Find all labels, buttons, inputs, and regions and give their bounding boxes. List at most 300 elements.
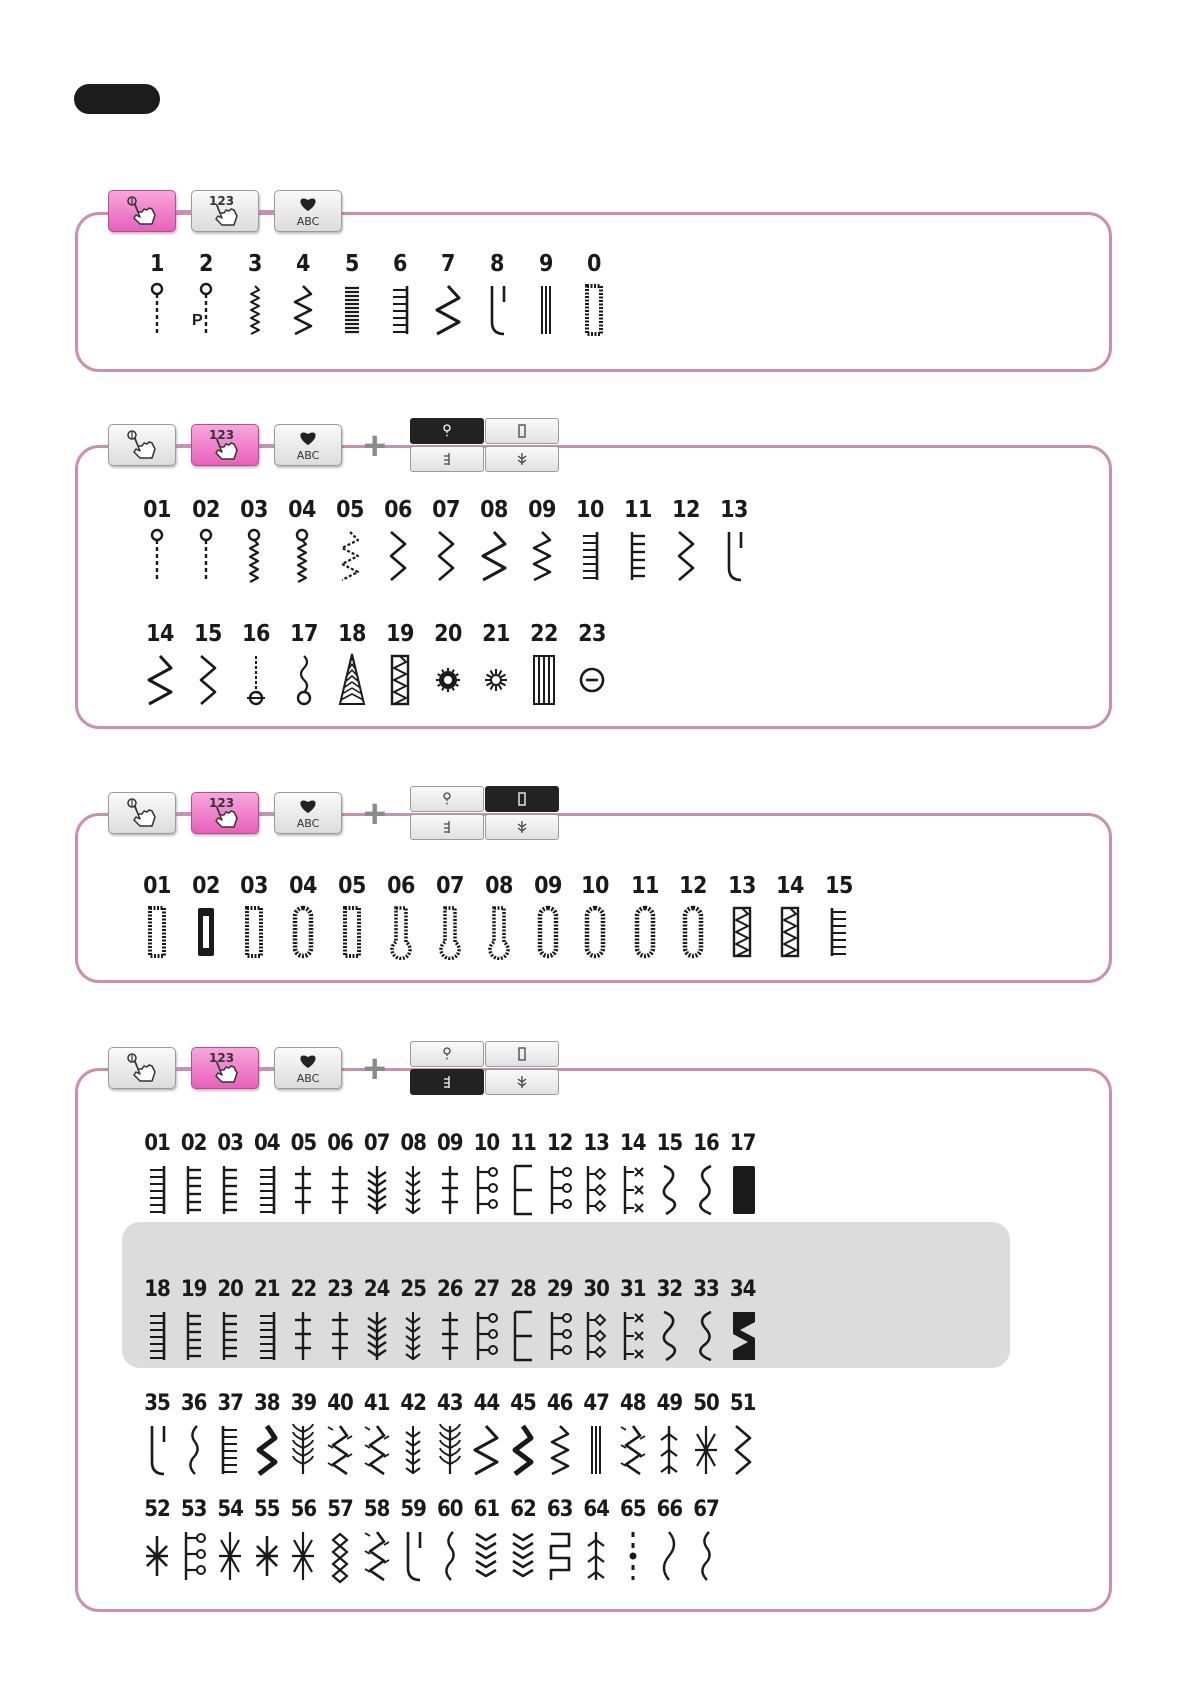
stitch-number: 26 bbox=[437, 1277, 463, 1302]
tab-letters-decorative[interactable] bbox=[274, 424, 342, 466]
stitch-p4r1-03[interactable] bbox=[212, 1130, 248, 1218]
stitch-pattern-icon bbox=[288, 282, 318, 338]
subtab-special[interactable] bbox=[485, 814, 559, 840]
stitch-pattern-icon bbox=[179, 1528, 209, 1584]
stitch-number: 03 bbox=[217, 1131, 243, 1156]
stitch-p4r4-65[interactable] bbox=[615, 1496, 651, 1584]
stitch-p1-7[interactable] bbox=[426, 250, 470, 338]
stitch-number: 18 bbox=[338, 621, 366, 647]
stitch-p4r3-37[interactable] bbox=[212, 1390, 248, 1478]
stitch-p4r3-38[interactable] bbox=[249, 1390, 285, 1478]
stitch-pattern-icon bbox=[215, 1308, 245, 1364]
stitch-p3-06[interactable] bbox=[379, 872, 423, 960]
stitch-pattern-icon bbox=[577, 652, 607, 708]
stitch-p1-3[interactable] bbox=[233, 250, 277, 338]
svg-text:123: 123 bbox=[209, 428, 235, 442]
stitch-pattern-icon bbox=[435, 1528, 465, 1584]
stitch-p3-05[interactable] bbox=[330, 872, 374, 960]
section-header-pill bbox=[74, 84, 160, 114]
stitch-p4r4-54[interactable] bbox=[212, 1496, 248, 1584]
stitch-number: 05 bbox=[336, 497, 364, 523]
stitch-pattern-icon bbox=[398, 1308, 428, 1364]
stitch-pattern-icon bbox=[728, 1308, 758, 1364]
stitch-pattern-icon bbox=[508, 1528, 538, 1584]
svg-text:ABC: ABC bbox=[296, 817, 320, 830]
subtab-buttonhole-basic[interactable] bbox=[410, 1041, 484, 1067]
stitch-number: 23 bbox=[578, 621, 606, 647]
tab-touch-stitches[interactable] bbox=[108, 190, 176, 232]
stitch-pattern-icon bbox=[142, 904, 172, 960]
stitch-number: 6 bbox=[393, 251, 407, 277]
stitch-p4r2-28[interactable] bbox=[505, 1276, 541, 1364]
plus-icon: + bbox=[363, 1047, 387, 1091]
stitch-p4r3-35[interactable] bbox=[139, 1390, 175, 1478]
tab-connector bbox=[259, 444, 274, 447]
stitch-number: 03 bbox=[240, 497, 268, 523]
stitch-number: 42 bbox=[400, 1391, 426, 1416]
stitch-number: 07 bbox=[363, 1131, 390, 1156]
stitch-pattern-icon bbox=[435, 1162, 465, 1218]
stitch-number: 02 bbox=[192, 497, 220, 523]
stitch-p4r1-09[interactable] bbox=[432, 1130, 468, 1218]
stitch-p4r3-43[interactable] bbox=[432, 1390, 468, 1478]
stitch-pattern-icon bbox=[527, 528, 557, 584]
stitch-pattern-icon bbox=[325, 1162, 355, 1218]
stitch-number: 22 bbox=[530, 621, 558, 647]
stitch-p4r4-60[interactable] bbox=[432, 1496, 468, 1584]
stitch-pattern-icon bbox=[288, 1528, 318, 1584]
stitch-pattern-icon bbox=[581, 1528, 611, 1584]
stitch-pattern-icon bbox=[618, 1162, 648, 1218]
stitch-pattern-icon bbox=[678, 904, 708, 960]
stitch-number: 35 bbox=[144, 1391, 170, 1416]
stitch-pattern-icon bbox=[383, 528, 413, 584]
stitch-p1-2[interactable] bbox=[184, 250, 228, 338]
stitch-p2r1-03[interactable] bbox=[232, 496, 276, 584]
stitch-p4r3-44[interactable] bbox=[468, 1390, 504, 1478]
stitch-p4r3-50[interactable] bbox=[688, 1390, 724, 1478]
stitch-number: 17 bbox=[290, 621, 318, 647]
stitch-p4r2-18[interactable] bbox=[139, 1276, 175, 1364]
tab-letters-decorative[interactable] bbox=[274, 190, 342, 232]
stitch-number: 66 bbox=[656, 1497, 683, 1522]
stitch-number: 36 bbox=[180, 1391, 207, 1416]
subtab-special[interactable] bbox=[485, 1069, 559, 1095]
stitch-number: 06 bbox=[327, 1131, 353, 1156]
stitch-number: 3 bbox=[248, 251, 262, 277]
stitch-p4r4-58[interactable] bbox=[359, 1496, 395, 1584]
subtab-buttonhole-icon bbox=[514, 1046, 530, 1062]
stitch-p1-6[interactable] bbox=[378, 250, 422, 338]
stitch-number: 04 bbox=[289, 873, 317, 899]
stitch-p4r3-48[interactable] bbox=[615, 1390, 651, 1478]
stitch-pattern-icon bbox=[508, 1422, 538, 1478]
stitch-number: 08 bbox=[485, 873, 513, 899]
stitch-p4r2-34[interactable] bbox=[725, 1276, 761, 1364]
subtab-buttonhole-basic[interactable] bbox=[410, 786, 484, 812]
stitch-p3-01[interactable] bbox=[135, 872, 179, 960]
stitch-number: 07 bbox=[436, 873, 464, 899]
stitch-p2r1-13[interactable] bbox=[712, 496, 756, 584]
stitch-p2r1-08[interactable] bbox=[472, 496, 516, 584]
stitch-p4r4-63[interactable] bbox=[542, 1496, 578, 1584]
tabbar-panel-4 bbox=[108, 1047, 568, 1093]
svg-text:ABC: ABC bbox=[296, 1072, 320, 1085]
subtab-decorative[interactable] bbox=[410, 446, 484, 472]
stitch-p4r3-47[interactable] bbox=[578, 1390, 614, 1478]
stitch-number: 14 bbox=[620, 1131, 646, 1156]
hand-number-icon bbox=[199, 193, 251, 229]
stitch-pattern-icon bbox=[142, 1162, 172, 1218]
stitch-number: 4 bbox=[296, 251, 310, 277]
stitch-pattern-icon bbox=[533, 904, 563, 960]
stitch-number: 62 bbox=[510, 1497, 536, 1522]
stitch-p4r1-12[interactable] bbox=[542, 1130, 578, 1218]
stitch-p4r2-24[interactable] bbox=[359, 1276, 395, 1364]
subtab-decorative[interactable] bbox=[410, 814, 484, 840]
stitch-pattern-icon bbox=[241, 652, 271, 708]
stitch-pattern-icon bbox=[545, 1528, 575, 1584]
stitch-number: 30 bbox=[583, 1277, 609, 1302]
tab-connector bbox=[259, 210, 274, 213]
stitch-p4r4-67[interactable] bbox=[688, 1496, 724, 1584]
stitch-number: 61 bbox=[473, 1497, 500, 1522]
stitch-number: 16 bbox=[242, 621, 270, 647]
stitch-pattern-icon bbox=[508, 1308, 538, 1364]
stitch-pattern-icon bbox=[287, 528, 317, 584]
stitch-p2r1-05[interactable] bbox=[328, 496, 372, 584]
stitch-pattern-icon bbox=[545, 1162, 575, 1218]
stitch-p4r1-02[interactable] bbox=[176, 1130, 212, 1218]
stitch-p2r1-09[interactable] bbox=[520, 496, 564, 584]
stitch-pattern-icon bbox=[191, 528, 221, 584]
stitch-number: 43 bbox=[437, 1391, 463, 1416]
tabbar-panel-3 bbox=[108, 792, 568, 838]
stitch-p3-07[interactable] bbox=[428, 872, 472, 960]
stitch-p4r3-41[interactable] bbox=[359, 1390, 395, 1478]
stitch-p3-12[interactable] bbox=[671, 872, 715, 960]
stitch-pattern-icon bbox=[179, 1162, 209, 1218]
stitch-p1-1[interactable] bbox=[135, 250, 179, 338]
stitch-p3-15[interactable] bbox=[817, 872, 861, 960]
stitch-pattern-icon bbox=[728, 1422, 758, 1478]
stitch-p4r1-11[interactable] bbox=[505, 1130, 541, 1218]
stitch-pattern-icon bbox=[431, 528, 461, 584]
stitch-p1-5[interactable] bbox=[330, 250, 374, 338]
subtab-buttonhole-basic[interactable] bbox=[410, 418, 484, 444]
stitch-p4r1-07[interactable] bbox=[359, 1130, 395, 1218]
stitch-p4r2-26[interactable] bbox=[432, 1276, 468, 1364]
stitch-p4r2-23[interactable] bbox=[322, 1276, 358, 1364]
tab-letters-decorative[interactable] bbox=[274, 1047, 342, 1089]
stitch-number: 12 bbox=[679, 873, 707, 899]
stitch-pattern-icon bbox=[386, 904, 416, 960]
stitch-number: 11 bbox=[624, 497, 652, 523]
stitch-p3-03[interactable] bbox=[232, 872, 276, 960]
stitch-pattern-icon bbox=[654, 1528, 684, 1584]
stitch-p4r1-01[interactable] bbox=[139, 1130, 175, 1218]
stitch-number: 20 bbox=[434, 621, 462, 647]
stitch-number: 53 bbox=[180, 1497, 207, 1522]
subtab-buttonhole-basic-icon bbox=[439, 423, 455, 439]
stitch-number: 01 bbox=[143, 497, 171, 523]
stitch-p2r2-18[interactable] bbox=[330, 620, 374, 708]
stitch-number: 23 bbox=[327, 1277, 353, 1302]
subtab-decorative-icon bbox=[439, 1074, 455, 1090]
stitch-pattern-icon bbox=[728, 1162, 758, 1218]
stitch-p2r1-04[interactable] bbox=[280, 496, 324, 584]
stitch-pattern-icon bbox=[179, 1308, 209, 1364]
stitch-p4r2-31[interactable] bbox=[615, 1276, 651, 1364]
stitch-pattern-icon bbox=[618, 1528, 648, 1584]
stitch-p3-13[interactable] bbox=[720, 872, 764, 960]
stitch-p1-0[interactable] bbox=[572, 250, 616, 338]
stitch-p2r2-15[interactable] bbox=[186, 620, 230, 708]
stitch-p2r1-07[interactable] bbox=[424, 496, 468, 584]
stitch-number: 50 bbox=[693, 1391, 719, 1416]
tab-touch-stitches[interactable] bbox=[108, 424, 176, 466]
tab-connector bbox=[176, 812, 191, 815]
tab-connector bbox=[176, 444, 191, 447]
stitch-pattern-icon bbox=[289, 652, 319, 708]
stitch-p4r1-15[interactable] bbox=[651, 1130, 687, 1218]
stitch-number: 1 bbox=[150, 251, 164, 277]
stitch-p4r1-14[interactable] bbox=[615, 1130, 651, 1218]
stitch-p4r4-56[interactable] bbox=[285, 1496, 321, 1584]
stitch-p2r2-23[interactable] bbox=[570, 620, 614, 708]
tab-numbered-stitches[interactable] bbox=[191, 792, 259, 834]
stitch-pattern-icon bbox=[142, 1308, 172, 1364]
stitch-number: 44 bbox=[473, 1391, 500, 1416]
tab-connector bbox=[259, 1067, 274, 1070]
stitch-p2r2-22[interactable] bbox=[522, 620, 566, 708]
stitch-p4r3-42[interactable] bbox=[395, 1390, 431, 1478]
stitch-p4r3-46[interactable] bbox=[542, 1390, 578, 1478]
stitch-p4r3-51[interactable] bbox=[725, 1390, 761, 1478]
stitch-p3-09[interactable] bbox=[526, 872, 570, 960]
stitch-pattern-icon bbox=[623, 528, 653, 584]
stitch-p4r4-52[interactable] bbox=[139, 1496, 175, 1584]
subtab-buttonhole[interactable] bbox=[485, 1041, 559, 1067]
stitch-pattern-icon bbox=[579, 282, 609, 338]
stitch-number: 07 bbox=[432, 497, 460, 523]
stitch-p4r1-10[interactable] bbox=[468, 1130, 504, 1218]
stitch-p4r4-61[interactable] bbox=[468, 1496, 504, 1584]
stitch-p4r2-27[interactable] bbox=[468, 1276, 504, 1364]
stitch-number: 15 bbox=[825, 873, 853, 899]
stitch-number: 04 bbox=[254, 1131, 280, 1156]
stitch-number: 40 bbox=[327, 1391, 353, 1416]
stitch-pattern-icon bbox=[288, 1422, 318, 1478]
stitch-pattern-icon bbox=[142, 528, 172, 584]
stitch-p4r3-49[interactable] bbox=[651, 1390, 687, 1478]
stitch-p3-14[interactable] bbox=[768, 872, 812, 960]
stitch-p4r1-06[interactable] bbox=[322, 1130, 358, 1218]
stitch-p2r1-06[interactable] bbox=[376, 496, 420, 584]
tabbar-panel-1 bbox=[108, 190, 568, 236]
stitch-p2r1-12[interactable] bbox=[664, 496, 708, 584]
stitch-p4r1-04[interactable] bbox=[249, 1130, 285, 1218]
stitch-pattern-icon bbox=[484, 904, 514, 960]
hand-touch-icon bbox=[120, 796, 164, 830]
tab-numbered-stitches[interactable] bbox=[191, 190, 259, 232]
stitch-p4r1-13[interactable] bbox=[578, 1130, 614, 1218]
stitch-number: 01 bbox=[143, 873, 171, 899]
stitch-p1-8[interactable] bbox=[475, 250, 519, 338]
stitch-p4r4-55[interactable] bbox=[249, 1496, 285, 1584]
tab-touch-stitches[interactable] bbox=[108, 1047, 176, 1089]
subtab-buttonhole[interactable] bbox=[485, 786, 559, 812]
stitch-p4r4-53[interactable] bbox=[176, 1496, 212, 1584]
hand-number-icon bbox=[199, 795, 251, 831]
stitch-p4r4-59[interactable] bbox=[395, 1496, 431, 1584]
stitch-number: 10 bbox=[473, 1131, 500, 1156]
stitch-pattern-icon bbox=[191, 904, 221, 960]
stitch-number: 41 bbox=[363, 1391, 390, 1416]
stitch-number: 28 bbox=[510, 1277, 536, 1302]
stitch-p3-04[interactable] bbox=[281, 872, 325, 960]
stitch-pattern-icon bbox=[142, 282, 172, 338]
subtab-special[interactable] bbox=[485, 446, 559, 472]
stitch-p4r3-40[interactable] bbox=[322, 1390, 358, 1478]
stitch-p2r1-11[interactable] bbox=[616, 496, 660, 584]
subtab-decorative-icon bbox=[439, 451, 455, 467]
stitch-pattern-icon bbox=[618, 1422, 648, 1478]
heart-abc-icon bbox=[288, 796, 328, 830]
heart-abc-icon bbox=[288, 428, 328, 462]
stitch-number: 08 bbox=[480, 497, 508, 523]
stitch-pattern-icon bbox=[337, 652, 367, 708]
subtab-special-icon bbox=[514, 451, 530, 467]
stitch-number: 51 bbox=[729, 1391, 756, 1416]
stitch-pattern-icon bbox=[288, 904, 318, 960]
stitch-p2r2-19[interactable] bbox=[378, 620, 422, 708]
stitch-pattern-icon bbox=[179, 1422, 209, 1478]
hand-touch-icon bbox=[120, 194, 164, 228]
stitch-p4r2-20[interactable] bbox=[212, 1276, 248, 1364]
stitch-pattern-icon bbox=[691, 1162, 721, 1218]
stitch-pattern-icon bbox=[471, 1162, 501, 1218]
stitch-p4r2-19[interactable] bbox=[176, 1276, 212, 1364]
stitch-p2r2-16[interactable] bbox=[234, 620, 278, 708]
stitch-p2r1-01[interactable] bbox=[135, 496, 179, 584]
stitch-number: 18 bbox=[144, 1277, 170, 1302]
stitch-pattern-icon bbox=[433, 652, 463, 708]
stitch-p4r2-29[interactable] bbox=[542, 1276, 578, 1364]
subtab-buttonhole-basic-icon bbox=[439, 791, 455, 807]
stitch-pattern-icon bbox=[215, 1162, 245, 1218]
tab-letters-decorative[interactable] bbox=[274, 792, 342, 834]
stitch-p3-02[interactable] bbox=[184, 872, 228, 960]
stitch-p2r1-02[interactable] bbox=[184, 496, 228, 584]
stitch-p4r4-62[interactable] bbox=[505, 1496, 541, 1584]
stitch-pattern-icon bbox=[775, 904, 805, 960]
subtab-special-icon bbox=[514, 1074, 530, 1090]
stitch-p4r2-30[interactable] bbox=[578, 1276, 614, 1364]
tabbar-panel-2 bbox=[108, 424, 568, 470]
stitch-number: 58 bbox=[363, 1497, 390, 1522]
stitch-pattern-icon bbox=[531, 282, 561, 338]
hand-touch-icon bbox=[120, 1051, 164, 1085]
stitch-pattern-icon bbox=[479, 528, 509, 584]
hand-number-icon bbox=[199, 1050, 251, 1086]
stitch-number: 12 bbox=[672, 497, 700, 523]
stitch-p2r2-17[interactable] bbox=[282, 620, 326, 708]
stitch-p4r3-39[interactable] bbox=[285, 1390, 321, 1478]
stitch-p4r2-25[interactable] bbox=[395, 1276, 431, 1364]
stitch-pattern-icon bbox=[239, 904, 269, 960]
stitch-p4r1-16[interactable] bbox=[688, 1130, 724, 1218]
stitch-number: 15 bbox=[194, 621, 222, 647]
stitch-p4r1-17[interactable] bbox=[725, 1130, 761, 1218]
stitch-p4r2-33[interactable] bbox=[688, 1276, 724, 1364]
stitch-p3-10[interactable] bbox=[573, 872, 617, 960]
stitch-number: 45 bbox=[510, 1391, 536, 1416]
subtab-decorative[interactable] bbox=[410, 1069, 484, 1095]
stitch-number: 24 bbox=[363, 1277, 390, 1302]
stitch-number: 39 bbox=[290, 1391, 317, 1416]
stitch-pattern-icon bbox=[337, 282, 367, 338]
stitch-p4r2-32[interactable] bbox=[651, 1276, 687, 1364]
stitch-number: 11 bbox=[631, 873, 659, 899]
stitch-number: 46 bbox=[546, 1391, 573, 1416]
stitch-p4r2-22[interactable] bbox=[285, 1276, 321, 1364]
stitch-number: 16 bbox=[693, 1131, 719, 1156]
tab-touch-stitches[interactable] bbox=[108, 792, 176, 834]
stitch-p2r2-20[interactable] bbox=[426, 620, 470, 708]
tab-numbered-stitches[interactable] bbox=[191, 424, 259, 466]
tab-connector bbox=[176, 210, 191, 213]
stitch-pattern-icon bbox=[288, 1162, 318, 1218]
tab-numbered-stitches[interactable] bbox=[191, 1047, 259, 1089]
subtab-buttonhole[interactable] bbox=[485, 418, 559, 444]
stitch-p4r1-05[interactable] bbox=[285, 1130, 321, 1218]
stitch-pattern-icon bbox=[215, 1422, 245, 1478]
stitch-pattern-icon bbox=[529, 652, 559, 708]
stitch-pattern-icon bbox=[240, 282, 270, 338]
stitch-number: 59 bbox=[400, 1497, 426, 1522]
stitch-number: 20 bbox=[217, 1277, 243, 1302]
stitch-p4r4-64[interactable] bbox=[578, 1496, 614, 1584]
subtab-buttonhole-icon bbox=[514, 791, 530, 807]
stitch-pattern-icon bbox=[398, 1162, 428, 1218]
stitch-p4r3-45[interactable] bbox=[505, 1390, 541, 1478]
stitch-p4r4-66[interactable] bbox=[651, 1496, 687, 1584]
stitch-pattern-icon bbox=[142, 1528, 172, 1584]
stitch-p4r3-36[interactable] bbox=[176, 1390, 212, 1478]
stitch-number: 48 bbox=[620, 1391, 646, 1416]
stitch-number: 02 bbox=[180, 1131, 207, 1156]
stitch-p3-08[interactable] bbox=[477, 872, 521, 960]
stitch-p2r2-14[interactable] bbox=[138, 620, 182, 708]
stitch-p4r4-57[interactable] bbox=[322, 1496, 358, 1584]
stitch-p2r2-21[interactable] bbox=[474, 620, 518, 708]
stitch-p4r1-08[interactable] bbox=[395, 1130, 431, 1218]
stitch-number: 49 bbox=[656, 1391, 683, 1416]
stitch-pattern-icon bbox=[824, 904, 854, 960]
stitch-p1-4[interactable] bbox=[281, 250, 325, 338]
stitch-number: 7 bbox=[441, 251, 455, 277]
stitch-p3-11[interactable] bbox=[623, 872, 667, 960]
stitch-number: 04 bbox=[288, 497, 316, 523]
stitch-number: 37 bbox=[217, 1391, 243, 1416]
stitch-number: 10 bbox=[581, 873, 609, 899]
stitch-p1-9[interactable] bbox=[524, 250, 568, 338]
stitch-pattern-icon bbox=[581, 1308, 611, 1364]
stitch-pattern-icon bbox=[252, 1162, 282, 1218]
stitch-p4r2-21[interactable] bbox=[249, 1276, 285, 1364]
stitch-p2r1-10[interactable] bbox=[568, 496, 612, 584]
